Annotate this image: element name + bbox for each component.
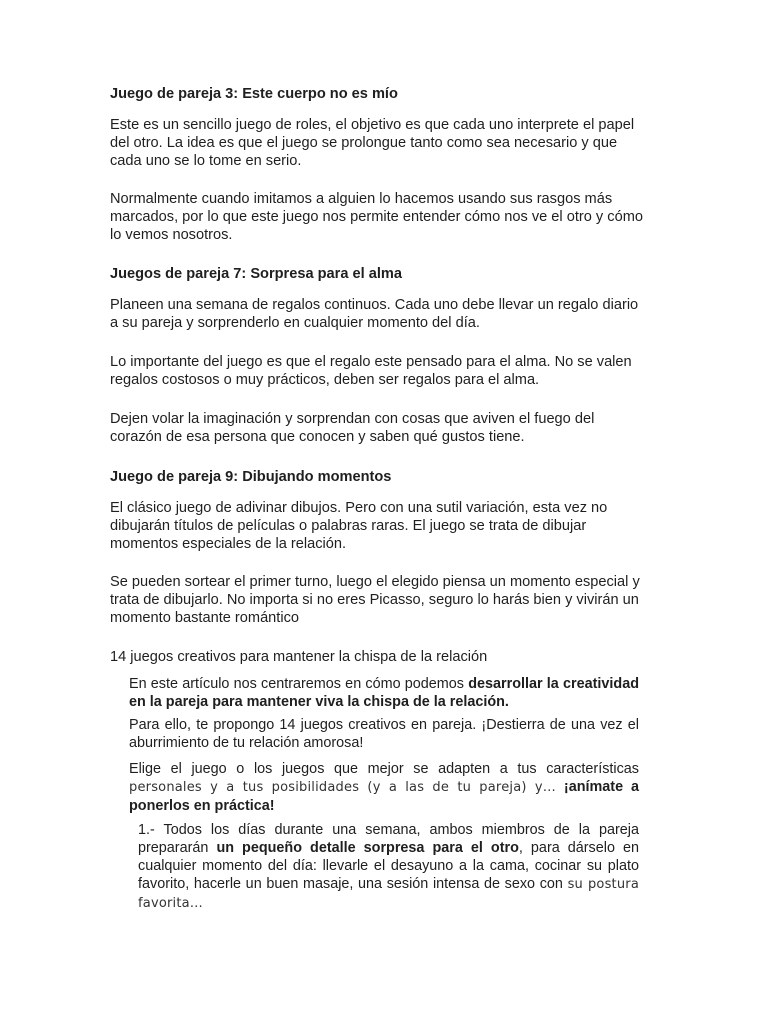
article-title: 14 juegos creativos para mantener la chispa de la relación <box>110 649 488 665</box>
paragraph: Este es un sencillo juego de roles, el objetivo es que cada uno interprete el papel del otro. La idea es que el juego se prolongue tanto como sea necesario y que cada uno se lo tome en serio. <box>110 117 635 169</box>
paragraph: Se pueden sortear el primer turno, luego el elegido piensa un momento especial y trata de dibujarlo. No importa si no eres Picasso, seguro lo harás bien y vivirán un momento bastante romántico <box>110 574 640 626</box>
intro-text: En este artículo nos centraremos en cómo podemos <box>129 676 469 692</box>
intro-bold-text: desarrollar la creatividad en la pareja para mantener viva la chispa de la relación. <box>129 676 639 710</box>
paragraph: Lo importante del juego es que el regalo este pensado para el alma. No se valen regalos costosos o muy prácticos, deben ser regalos para el alma. <box>110 354 632 388</box>
section-heading-juego-3: Juego de pareja 3: Este cuerpo no es mío <box>110 86 398 102</box>
paragraph: Planeen una semana de regalos continuos. Cada uno debe llevar un regalo diario a su pareja y sorprenderlo en cualquier momento del día. <box>110 297 639 331</box>
elige-bold-text: ¡anímate a ponerlos en práctica! <box>129 779 639 814</box>
section-heading-juego-7: Juegos de pareja 7: Sorpresa para el alma <box>110 266 403 282</box>
elige-light-text: personales y a tus posibilidades (y a las de tu pareja) y… <box>129 780 556 795</box>
item-text-rest: , para dárselo en cualquier momento del día: llevarle el desayuno a la cama, cocinar su plato favorito, hacerle un buen masaje, una sesión intensa de sexo con <box>138 840 639 892</box>
section-heading-juego-9: Juego de pareja 9: Dibujando momentos <box>110 469 392 485</box>
article-paragraph-elige <box>129 760 639 815</box>
article-paragraph: Para ello, te propongo 14 juegos creativos en pareja. ¡Destierra de una vez el aburrimiento de tu relación amorosa! <box>129 717 639 751</box>
paragraph: Dejen volar la imaginación y sorprendan con cosas que aviven el fuego del corazón de esa persona que conocen y saben qué gustos tiene. <box>110 411 595 445</box>
item-light-text: su postura favorita… <box>138 877 639 911</box>
list-item-1 <box>138 821 639 913</box>
paragraph: Normalmente cuando imitamos a alguien lo hacemos usando sus rasgos más marcados, por lo que este juego nos permite entender cómo nos ve el otro y cómo lo vemos nosotros. <box>110 191 643 243</box>
item-text: 1.- Todos los días durante una semana, ambos miembros de la pareja prepararán <box>138 822 639 856</box>
elige-text: Elige el juego o los juegos que mejor se adapten a tus características <box>129 761 639 777</box>
item-bold-text: un pequeño detalle sorpresa para el otro <box>216 840 519 856</box>
paragraph: El clásico juego de adivinar dibujos. Pero con una sutil variación, esta vez no dibujarán títulos de películas o palabras raras. El juego se trata de dibujar momentos especiales de la relación. <box>110 500 608 552</box>
article-paragraph-intro <box>129 675 639 711</box>
